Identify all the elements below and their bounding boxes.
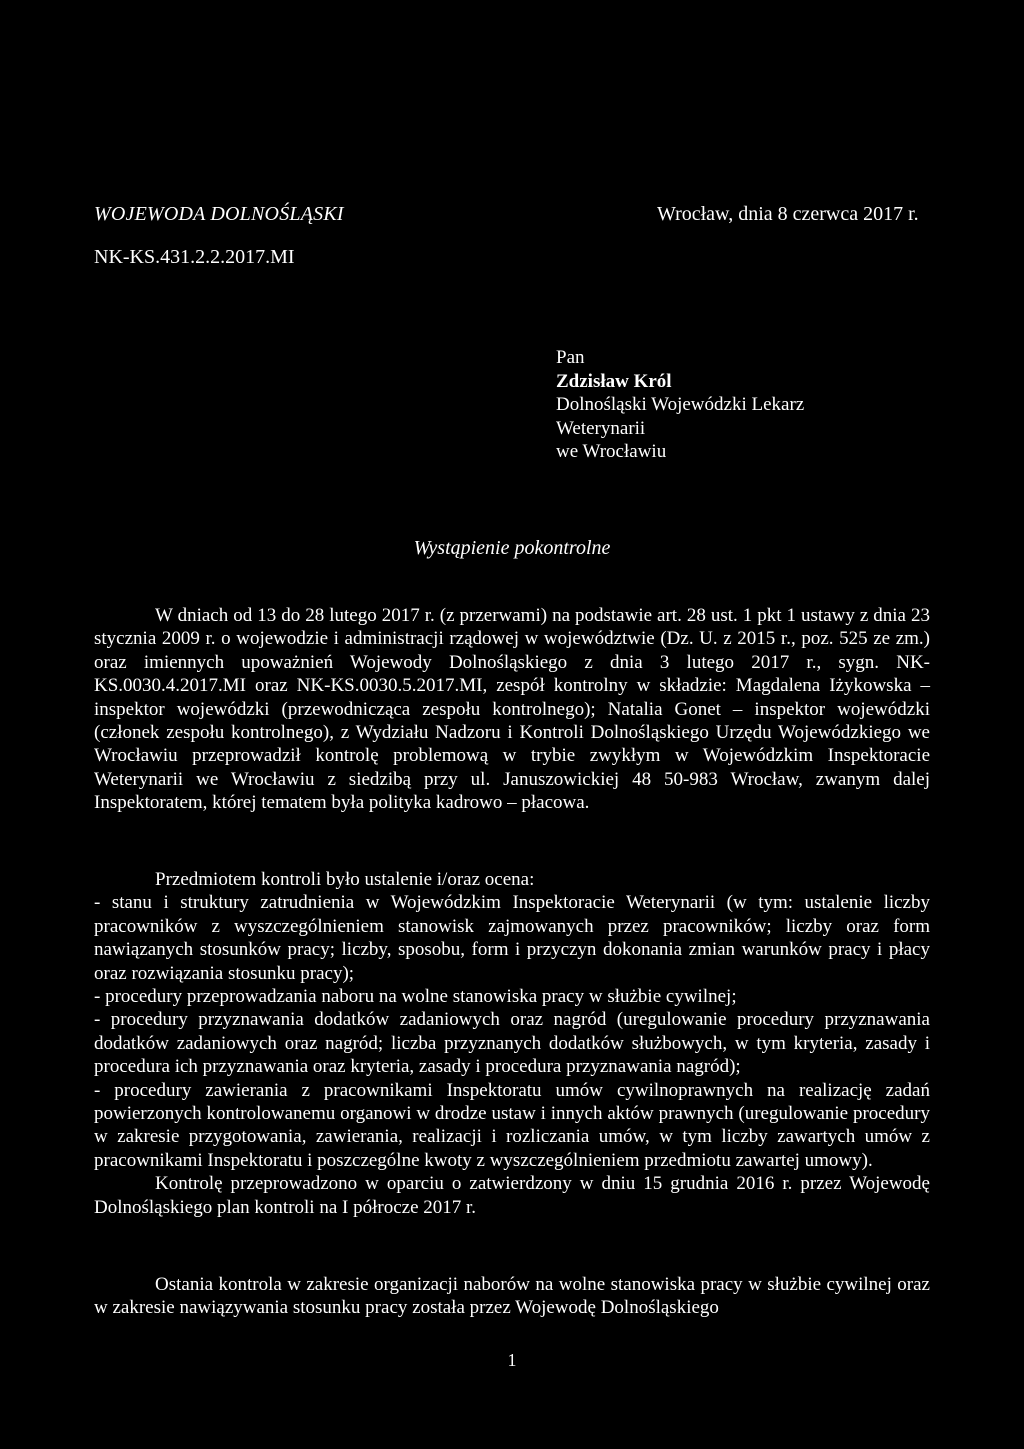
document-title: Wystąpienie pokontrolne — [413, 537, 611, 559]
plan-paragraph: Kontrolę przeprowadzono w oparciu o zatwierdzony w dniu 15 grudnia 2016 r. przez Wojewodę Dolnośląskiego plan kontroli na I półrocze 2017 r. — [94, 1173, 930, 1218]
subject-section — [94, 868, 930, 1219]
addressee-block — [556, 346, 804, 464]
list-item: - procedury przeprowadzania naboru na wolne stanowiska pracy w służbie cywilnej; — [94, 986, 737, 1008]
addressee-salutation: Pan — [556, 347, 585, 368]
page-number: 1 — [507, 1350, 517, 1370]
reference-number: NK-KS.431.2.2.2017.MI — [94, 246, 295, 268]
list-item: - procedury przyznawania dodatków zadaniowych oraz nagród (uregulowanie procedury przyznawania dodatków zadaniowych oraz nagród; liczba przyznanych dodatków służbowych, w tym kryteria, zasady i procedura ich przyznawania oraz kryteria, zasady i procedura przyznawania nagród); — [94, 1009, 930, 1078]
last-control-paragraph: Ostania kontrola w zakresie organizacji naborów na wolne stanowiska pracy w służbie cywilnej oraz w zakresie nawiązywania stosunku pracy została przez Wojewodę Dolnośląskiego — [94, 1274, 930, 1319]
addressee-line: Dolnośląski Wojewódzki Lekarz — [556, 394, 805, 415]
subject-intro: Przedmiotem kontroli było ustalenie i/oraz ocena: — [155, 869, 535, 890]
addressee-line: we Wrocławiu — [556, 441, 667, 462]
list-item: - procedury zawierania z pracownikami Inspektoratu umów cywilnoprawnych na realizację zadań powierzonych kontrolowanemu organowi w drodze ustaw i innych aktów prawnych (uregulowanie procedury w zakresie przygotowania, zawierania, realizacji i rozliczania umów, w tym liczby zawartych umów z pracownikami Inspektoratu i poszczególne kwoty z wyszczególnieniem przedmiotu zawartej umowy). — [94, 1079, 930, 1171]
addressee-name: Zdzisław Król — [556, 370, 672, 392]
intro-section — [94, 604, 930, 815]
addressee-line: Weterynarii — [556, 417, 646, 439]
list-item: - stanu i struktury zatrudnienia w Wojewódzkim Inspektoracie Weterynarii (w tym: ustalenie liczby pracowników z wyszczególnieniem stanowisk zajmowanych przez pracowników; liczby oraz form nawiązanych stosunków pracy; liczby, sposobu, form i przyczyn dokonania zmian warunków pracy i płacy oraz rozwiązania stosunku pracy); — [94, 892, 930, 984]
last-control-section — [94, 1273, 930, 1320]
issuing-authority: WOJEWODA DOLNOŚLĄSKI — [94, 203, 344, 225]
intro-paragraph: W dniach od 13 do 28 lutego 2017 r. (z przerwami) na podstawie art. 28 ust. 1 pkt 1 ustawy z dnia 23 stycznia 2009 r. o wojewodzie i administracji rządowej w województwie (Dz. U. z 2015 r., poz. 525 ze zm.) oraz imiennych upoważnień Wojewody Dolnośląskiego z dnia 3 lutego 2017 r., sygn. NK-KS.0030.4.2017.MI oraz NK-KS.0030.5.2017.MI, zespół kontrolny w składzie: Magdalena Iżykowska – inspektor wojewódzki (przewodnicząca zespołu kontrolnego); Natalia Gonet – inspektor wojewódzki (członek zespołu kontrolnego), z Wydziału Nadzoru i Kontroli Dolnośląskiego Urzędu Wojewódzkiego we Wrocławiu przeprowadził kontrolę problemową w trybie zwykłym w Wojewódzkim Inspektoracie Weterynarii we Wrocławiu z siedzibą przy ul. Januszowickiej 48 50-983 Wrocław, zwanym dalej Inspektoratem, której tematem była polityka kadrowo – płacowa. — [94, 605, 930, 814]
place-and-date: Wrocław, dnia 8 czerwca 2017 r. — [657, 203, 919, 225]
